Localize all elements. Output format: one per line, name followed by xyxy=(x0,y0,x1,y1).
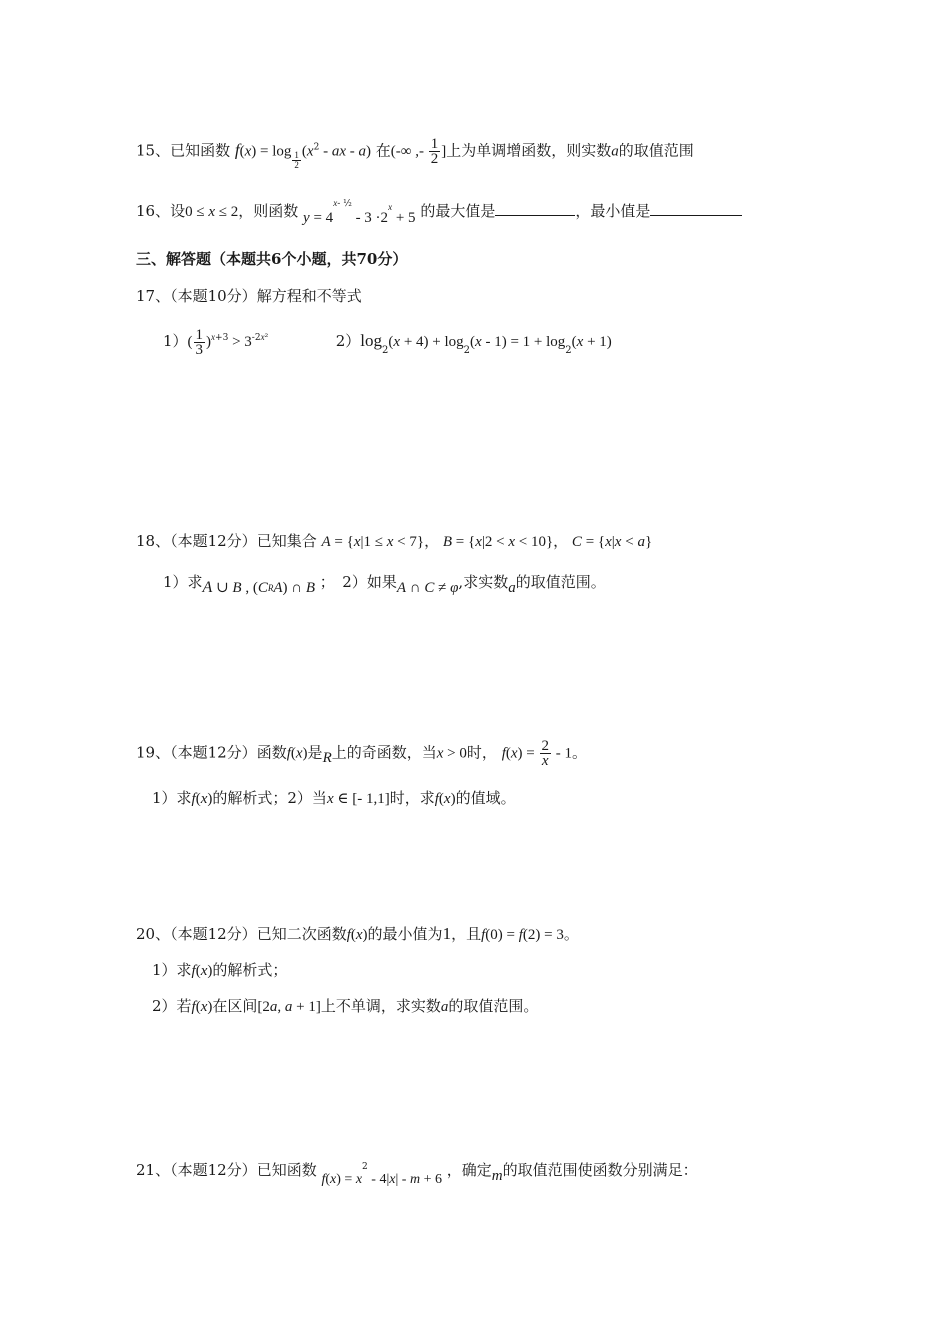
question-16: 16、设0 ≤ x ≤ 2，则函数 $y = 4^{x- \frac{1}{2}} - 3 \cdot 2^x + 5$ 的最大值是 ，最小值是 xyxy=(136,197,742,222)
question-18-parts: 1）求A ∪ B , $(C_RA)$ ∩ B ； 2）如果A ∩ C ≠ φ,求实数a的取值范围。 xyxy=(163,573,606,596)
question-20-part2: 2）若f(x)在区间[2a, a + 1]上不单调，求实数a的取值范围。 xyxy=(152,997,539,1015)
question-18: 18、（本题12分）已知集合 A = {x|1 ≤ x < 7}， B = {x|2 < x < 10}， C = {x|x < a} xyxy=(136,532,653,550)
question-19-parts: 1）求f(x)的解析式；2）当x ∈ [- 1,1]时，求f(x)的值域。 xyxy=(152,789,516,807)
answer-blank-max[interactable] xyxy=(495,214,575,216)
answer-blank-min[interactable] xyxy=(650,214,742,216)
question-15: 15、已知函数 f(x) = log $\frac{1}{2}$ ($x^2$ - ax - a) 在(-∞ ,- $\frac{1}{2}$ ]上为单调增函数，则实数a的取值范围 xyxy=(136,136,694,170)
question-17-parts: 1）( $\frac{1}{3}$ )$^{x+3} > 3^{-2x^2}$ $2)\log_2(x + 4) + \log_2(x - 1) = 1 + \log_2(x + 1)$ xyxy=(163,326,612,358)
question-19: 19、（本题12分）函数f(x)是R上的奇函数，当x > 0时， f(x) = $\frac{2}{x}$ - 1。 xyxy=(136,738,588,769)
question-20-part1: 1）求f(x)的解析式； xyxy=(152,961,288,979)
section-title: 三、解答题（本题共6个小题，共70分） xyxy=(136,250,408,268)
question-20: 20、（本题12分）已知二次函数f(x)的最小值为1，且f(0) = f(2) = 3。 xyxy=(136,924,579,943)
question-21: 21、（本题12分）已知函数 $f(x) = x^2 - 4|x| - m + 6$ ，确定m的取值范围使函数分别满足： xyxy=(136,1161,698,1187)
question-17: 17、（本题10分）解方程和不等式 xyxy=(136,287,362,305)
formula: f xyxy=(234,140,240,160)
